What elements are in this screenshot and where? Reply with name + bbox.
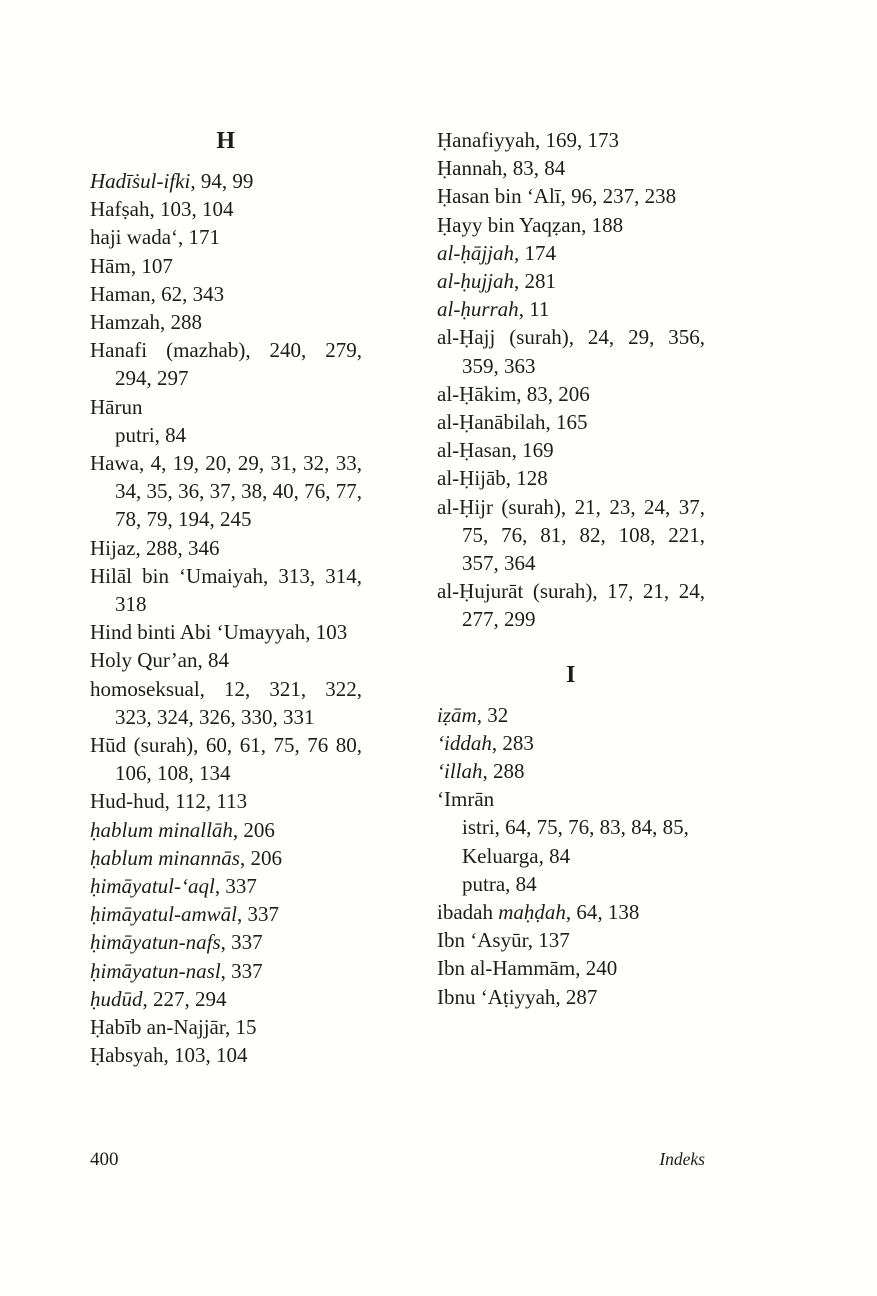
- section-heading: H: [216, 128, 236, 154]
- index-entry: al-Ḥanābilah, 165: [437, 410, 588, 435]
- index-entry: Hanafi (mazhab), 240, 279, 294, 297: [90, 338, 362, 391]
- index-entry: Ibn al-Hammām, 240: [437, 956, 618, 981]
- index-entry: Hūd (surah), 60, 61, 75, 76 80, 106, 108, 134: [90, 733, 362, 786]
- index-entry: Ḥabīb an-Najjār, 15: [90, 1015, 257, 1040]
- index-entry: ‘illah, 288: [437, 759, 525, 784]
- index-column-left: [90, 126, 362, 1070]
- index-entry: ‘iddah, 283: [437, 730, 534, 755]
- index-entry: homoseksual, 12, 321, 322, 323, 324, 326, 330, 331: [90, 676, 362, 729]
- page-number: 400: [90, 1149, 119, 1170]
- index-entry: ḥimāyatul-amwāl, 337: [90, 902, 279, 927]
- index-subentry: istri, 64, 75, 76, 83, 84, 85,: [462, 815, 689, 840]
- index-entry: haji wada‘, 171: [90, 225, 221, 250]
- index-entry: al-Ḥākim, 83, 206: [437, 381, 590, 406]
- index-column-right: [437, 126, 705, 1070]
- index-entry: Hadīṡul-ifki, 94, 99: [90, 169, 254, 193]
- index-entry: iẓām, 32: [437, 702, 509, 727]
- index-entry: ḥudūd, 227, 294: [90, 986, 227, 1011]
- index-entry: Hijaz, 288, 346: [90, 535, 220, 560]
- index-entry: Haman, 62, 343: [90, 281, 225, 306]
- index-entry: Ḥayy bin Yaqẓan, 188: [437, 212, 624, 237]
- section-heading: I: [566, 661, 576, 688]
- index-entry: Ḥanafiyyah, 169, 173: [437, 128, 619, 152]
- index-subentry: putra, 84: [462, 871, 537, 896]
- index-entry: ḥablum minallāh, 206: [90, 817, 275, 842]
- page-footer: [90, 1149, 705, 1171]
- index-entry: ibadah maḥḍah, 64, 138: [437, 900, 640, 925]
- index-entry: Hilāl bin ‘Umaiyah, 313, 314, 318: [90, 563, 362, 617]
- index-entry: Ibn ‘Asyūr, 137: [437, 928, 570, 953]
- index-entry: ‘Imrān: [437, 787, 495, 812]
- index-content: [90, 126, 705, 1070]
- index-entry: al-Ḥajj (surah), 24, 29, 356, 359, 363: [437, 325, 705, 378]
- index-entry: Hārun: [90, 394, 143, 419]
- index-entry: Hamzah, 288: [90, 310, 202, 335]
- index-entry: Ibnu ‘Aṭiyyah, 287: [437, 984, 598, 1009]
- index-entry: Hām, 107: [90, 253, 173, 278]
- index-entry: Hafṣah, 103, 104: [90, 197, 234, 222]
- index-entry: ḥimāyatun-nasl, 337: [90, 958, 263, 983]
- index-entry: Hawa, 4, 19, 20, 29, 31, 32, 33, 34, 35, 36, 37, 38, 40, 76, 77, 78, 79, 194, 245: [90, 451, 362, 532]
- index-entry: Hind binti Abi ‘Umayyah, 103: [90, 620, 348, 645]
- index-entry: Holy Qur’an, 84: [90, 648, 230, 673]
- index-entry: al-Ḥijr (surah), 21, 23, 24, 37, 75, 76, 81, 82, 108, 221, 357, 364: [437, 494, 705, 576]
- index-entry: Hud-hud, 112, 113: [90, 789, 248, 814]
- index-entry: al-ḥājjah, 174: [437, 240, 556, 265]
- index-subentry: Keluarga, 84: [462, 843, 571, 868]
- index-entry: al-ḥujjah, 281: [437, 269, 556, 294]
- index-entry: ḥimāyatun-nafs, 337: [90, 930, 263, 955]
- index-entry: ḥablum minannās, 206: [90, 845, 282, 870]
- index-entry: al-Ḥasan, 169: [437, 438, 554, 463]
- index-entry: Ḥannah, 83, 84: [437, 156, 566, 181]
- index-entry: al-Ḥijāb, 128: [437, 466, 548, 491]
- index-entry: Ḥasan bin ‘Alī, 96, 237, 238: [437, 184, 677, 209]
- index-entry: al-ḥurrah, 11: [437, 297, 550, 322]
- running-footer-label: Indeks: [659, 1149, 705, 1169]
- index-entry: ḥimāyatul-‘aql, 337: [90, 874, 257, 899]
- index-entry: Ḥabsyah, 103, 104: [90, 1043, 248, 1068]
- index-entry: al-Ḥujurāt (surah), 17, 21, 24, 277, 299: [437, 579, 705, 632]
- index-subentry: putri, 84: [115, 422, 187, 447]
